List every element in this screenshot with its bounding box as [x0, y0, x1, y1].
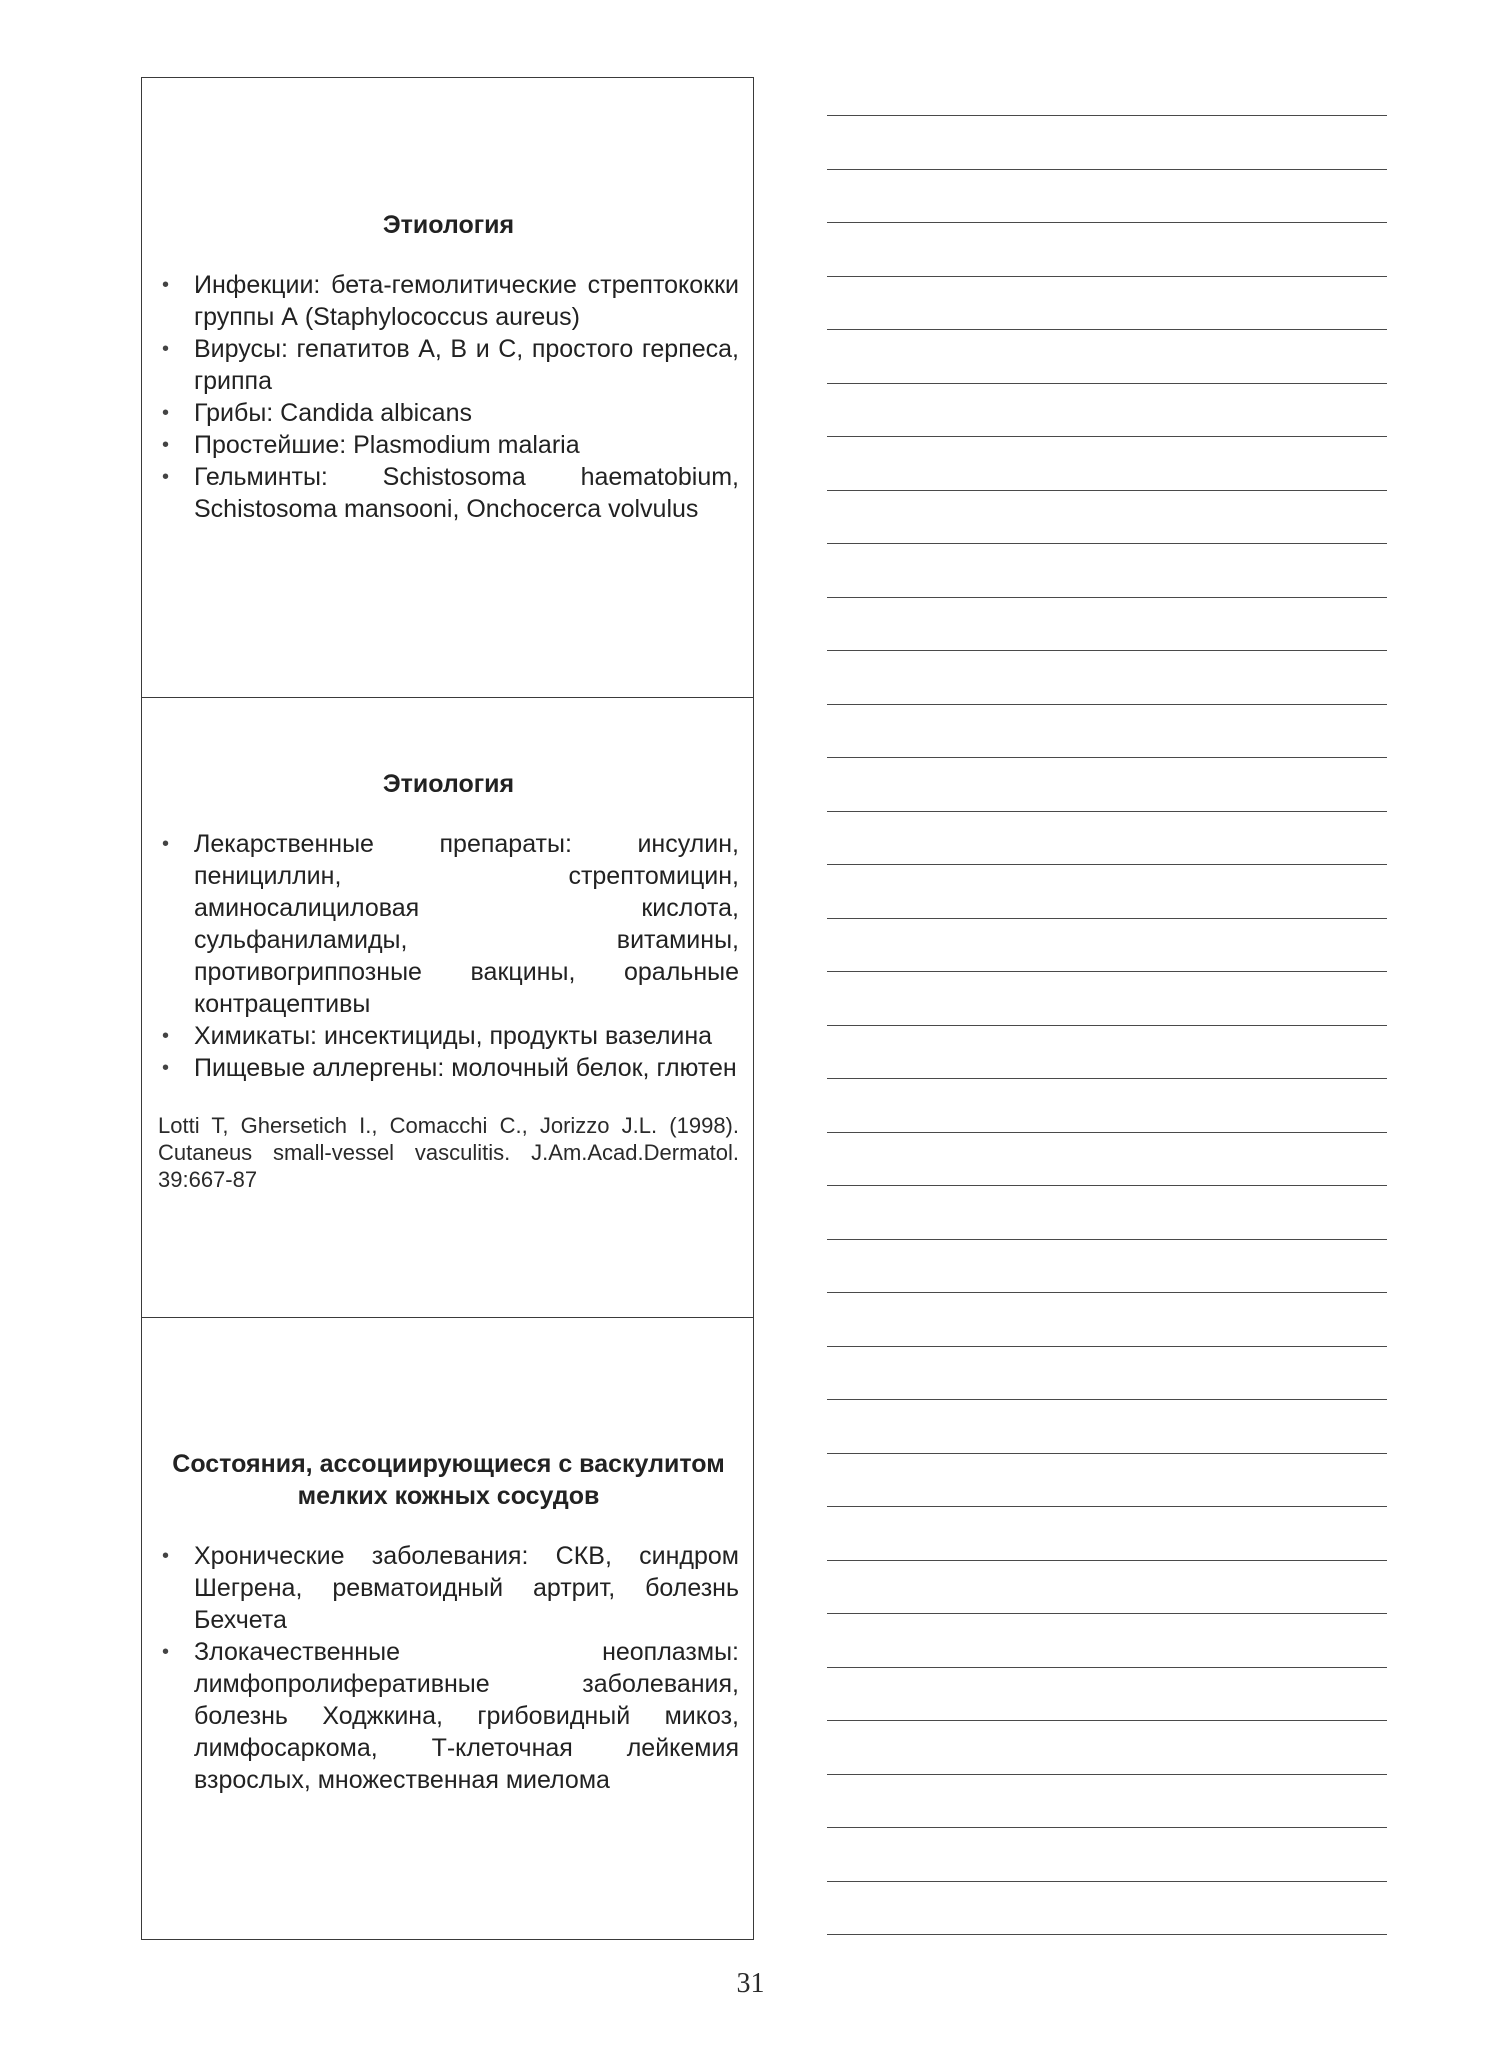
list-item: • Пищевые аллергены: молочный белок, глютен — [158, 1052, 739, 1084]
list-item: • Химикаты: инсектициды, продукты вазелина — [158, 1020, 739, 1052]
list-item: • Лекарственные препараты: инсулин, пенициллин, стрептомицин, аминосалициловая кислота, сульфаниламиды, витамины, противогриппозные вакцины, оральные контрацептивы — [158, 828, 739, 1020]
note-line — [827, 864, 1387, 865]
note-line — [827, 1025, 1387, 1026]
note-line — [827, 1613, 1387, 1614]
note-line — [827, 1346, 1387, 1347]
section-etiology-infections — [142, 78, 753, 697]
note-line — [827, 650, 1387, 651]
note-line — [827, 597, 1387, 598]
note-line — [827, 704, 1387, 705]
note-line — [827, 436, 1387, 437]
page-number: 31 — [736, 1968, 765, 1999]
note-line — [827, 1078, 1387, 1079]
note-line — [827, 971, 1387, 972]
note-line — [827, 1774, 1387, 1775]
list-item: • Инфекции: бета-гемолитические стрептококки группы А (Staphylococcus aureus) — [158, 269, 739, 333]
note-line — [827, 115, 1387, 116]
note-line — [827, 490, 1387, 491]
note-line — [827, 811, 1387, 812]
note-line — [827, 757, 1387, 758]
note-line — [827, 1239, 1387, 1240]
section-title: Этиология — [382, 211, 515, 239]
reference-citation: Lotti T, Ghersetich I., Comacchi C., Jorizzo J.L. (1998). Cutaneus small-vessel vasculitis. J.Am.Acad.Dermatol. 39:667-87 — [158, 1113, 739, 1192]
note-line — [827, 1934, 1387, 1935]
note-line — [827, 1560, 1387, 1561]
note-line — [827, 1827, 1387, 1828]
note-line — [827, 1881, 1387, 1882]
note-line — [827, 1506, 1387, 1507]
list-item: • Злокачественные неоплазмы: лимфопролиферативные заболевания, болезнь Ходжкина, грибовидный микоз, лимфосаркома, Т-клеточная лейкемия взрослых, множественная миелома — [158, 1636, 739, 1796]
note-line — [827, 1132, 1387, 1133]
note-line — [827, 1453, 1387, 1454]
list-item: • Гельминты: Schistosoma haematobium, Schistosoma mansooni, Onchocerca volvulus — [158, 461, 739, 525]
bullet-list — [158, 828, 739, 1084]
notes-lines — [827, 0, 1387, 2050]
note-line — [827, 169, 1387, 170]
bullet-list — [158, 269, 739, 525]
list-item: • Хронические заболевания: СКВ, синдром Шегрена, ревматоидный артрит, болезнь Бехчета — [158, 1540, 739, 1636]
note-line — [827, 1667, 1387, 1668]
note-line — [827, 1399, 1387, 1400]
note-line — [827, 222, 1387, 223]
note-line — [827, 918, 1387, 919]
section-etiology-drugs — [142, 697, 753, 1317]
note-line — [827, 276, 1387, 277]
card-column — [141, 77, 754, 1940]
note-line — [827, 1720, 1387, 1721]
list-item: • Грибы: Candida albicans — [158, 397, 739, 429]
bullet-list — [158, 1540, 739, 1796]
note-line — [827, 543, 1387, 544]
section-title: Состояния, ассоциирующиеся с васкулитом мелких кожных сосудов — [172, 1450, 725, 1510]
list-item: • Простейшие: Plasmodium malaria — [158, 429, 739, 461]
note-line — [827, 383, 1387, 384]
section-title: Этиология — [382, 770, 515, 798]
list-item: • Вирусы: гепатитов А, В и С, простого герпеса, гриппа — [158, 333, 739, 397]
note-line — [827, 329, 1387, 330]
note-line — [827, 1185, 1387, 1186]
section-associated-conditions — [142, 1317, 753, 1939]
note-line — [827, 1292, 1387, 1293]
